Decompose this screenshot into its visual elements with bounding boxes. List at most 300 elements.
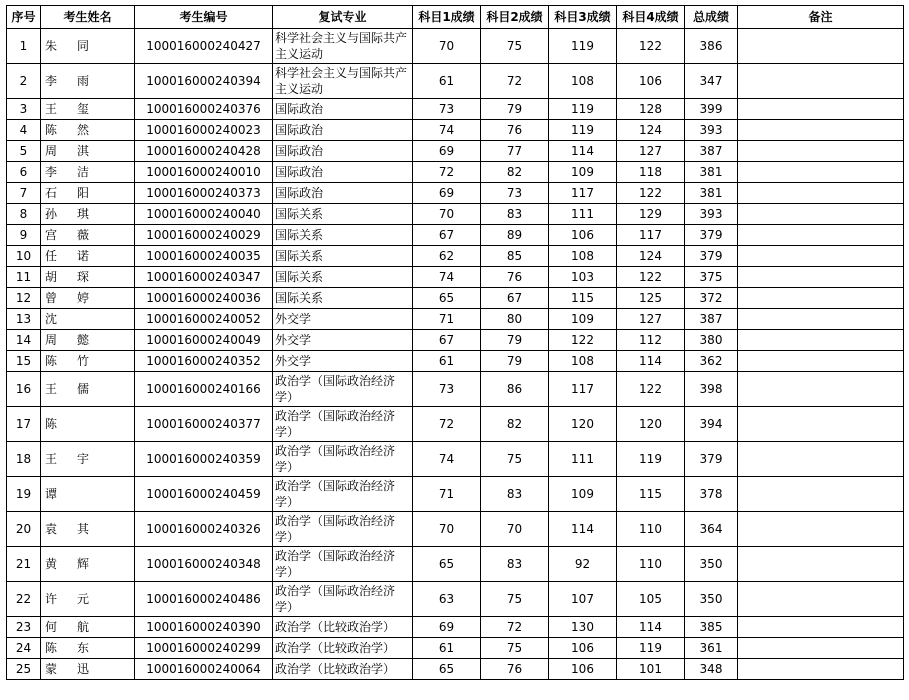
score-4: 105 [617,582,685,617]
candidate-id: 100016000240029 [135,225,273,246]
candidate-name [41,225,135,246]
score-1: 61 [413,64,481,99]
name-mask [57,102,67,117]
score-3: 119 [549,99,617,120]
name-given: 迅 [77,661,90,676]
name-mask [57,662,67,677]
name-mask [57,452,67,467]
candidate-id: 100016000240052 [135,309,273,330]
name-surname: 谭 [45,486,58,501]
name-surname: 孙 [45,206,58,221]
row-number: 19 [7,477,41,512]
name-given: 琛 [77,269,90,284]
name-given: 竹 [77,353,90,368]
name-given: 儒 [77,381,90,396]
score-4: 122 [617,183,685,204]
score-3: 119 [549,29,617,64]
candidate-name [41,351,135,372]
candidate-name [41,638,135,659]
score-3: 107 [549,582,617,617]
retest-major: 政治学（国际政治经济学） [273,407,413,442]
note [738,183,904,204]
name-given: 然 [77,122,90,137]
score-1: 73 [413,99,481,120]
name-mask [57,39,67,54]
score-1: 74 [413,442,481,477]
retest-major: 国际关系 [273,204,413,225]
score-4: 122 [617,372,685,407]
score-2: 79 [481,351,549,372]
row-number: 11 [7,267,41,288]
score-2: 76 [481,120,549,141]
score-3: 109 [549,162,617,183]
row-number: 22 [7,582,41,617]
total-score: 372 [685,288,738,309]
score-3: 111 [549,204,617,225]
candidate-id: 100016000240459 [135,477,273,512]
candidate-name [41,141,135,162]
note [738,141,904,162]
candidate-id: 100016000240347 [135,267,273,288]
score-4: 124 [617,120,685,141]
header-score2: 科目2成绩 [481,6,549,29]
score-1: 65 [413,288,481,309]
table-row [7,477,904,512]
retest-major: 政治学（比较政治学） [273,659,413,680]
candidate-id: 100016000240023 [135,120,273,141]
score-3: 117 [549,372,617,407]
name-mask [57,592,67,607]
score-3: 119 [549,120,617,141]
table-row [7,99,904,120]
table-row [7,267,904,288]
score-2: 86 [481,372,549,407]
row-number: 25 [7,659,41,680]
total-score: 361 [685,638,738,659]
name-mask [57,487,67,502]
score-3: 106 [549,225,617,246]
candidate-id: 100016000240359 [135,442,273,477]
row-number: 23 [7,617,41,638]
total-score: 399 [685,99,738,120]
note [738,638,904,659]
retest-major: 国际关系 [273,288,413,309]
score-2: 83 [481,477,549,512]
total-score: 387 [685,141,738,162]
score-4: 122 [617,29,685,64]
candidate-id: 100016000240428 [135,141,273,162]
candidate-name [41,372,135,407]
name-given: 懿 [77,332,90,347]
name-surname: 许 [45,591,58,606]
row-number: 21 [7,547,41,582]
candidate-id: 100016000240040 [135,204,273,225]
row-number: 2 [7,64,41,99]
score-1: 72 [413,162,481,183]
score-3: 122 [549,330,617,351]
name-given: 其 [77,521,90,536]
total-score: 375 [685,267,738,288]
score-1: 70 [413,204,481,225]
row-number: 10 [7,246,41,267]
name-surname: 蒙 [45,661,58,676]
note [738,99,904,120]
note [738,288,904,309]
name-mask [57,270,67,285]
total-score: 393 [685,120,738,141]
name-surname: 何 [45,619,58,634]
header-row [7,6,904,29]
candidate-id: 100016000240010 [135,162,273,183]
name-given: 玺 [77,101,90,116]
note [738,246,904,267]
candidate-id: 100016000240486 [135,582,273,617]
name-mask [57,207,67,222]
name-mask [57,291,67,306]
note [738,351,904,372]
total-score: 393 [685,204,738,225]
name-given: 宇 [77,451,90,466]
name-surname: 王 [45,451,58,466]
candidate-id: 100016000240166 [135,372,273,407]
row-number: 3 [7,99,41,120]
candidate-id: 100016000240376 [135,99,273,120]
name-surname: 王 [45,381,58,396]
name-surname: 曾 [45,290,58,305]
table-row [7,659,904,680]
header-total: 总成绩 [685,6,738,29]
candidate-name [41,407,135,442]
score-3: 108 [549,64,617,99]
retest-major: 政治学（国际政治经济学） [273,547,413,582]
score-4: 106 [617,64,685,99]
row-number: 20 [7,512,41,547]
score-2: 73 [481,183,549,204]
score-3: 109 [549,477,617,512]
score-2: 72 [481,617,549,638]
name-surname: 沈 [45,311,58,326]
score-3: 109 [549,309,617,330]
total-score: 381 [685,162,738,183]
retest-major: 科学社会主义与国际共产主义运动 [273,29,413,64]
note [738,372,904,407]
table-row [7,120,904,141]
name-mask [57,641,67,656]
score-3: 111 [549,442,617,477]
score-4: 129 [617,204,685,225]
score-4: 117 [617,225,685,246]
candidate-id: 100016000240377 [135,407,273,442]
header-score4: 科目4成绩 [617,6,685,29]
note [738,29,904,64]
candidate-name [41,330,135,351]
score-4: 127 [617,309,685,330]
score-2: 83 [481,547,549,582]
total-score: 379 [685,225,738,246]
score-4: 119 [617,442,685,477]
candidate-name [41,547,135,582]
table-row [7,225,904,246]
candidate-name [41,477,135,512]
score-2: 82 [481,407,549,442]
score-4: 110 [617,512,685,547]
retest-major: 政治学（国际政治经济学） [273,442,413,477]
name-surname: 胡 [45,269,58,284]
score-4: 120 [617,407,685,442]
candidate-id: 100016000240373 [135,183,273,204]
name-surname: 陈 [45,353,58,368]
score-2: 76 [481,267,549,288]
score-2: 67 [481,288,549,309]
retest-major: 政治学（比较政治学） [273,638,413,659]
table-row [7,162,904,183]
table-row [7,372,904,407]
score-4: 110 [617,547,685,582]
name-mask [57,522,67,537]
header-id: 考生编号 [135,6,273,29]
header-score3: 科目3成绩 [549,6,617,29]
total-score: 362 [685,351,738,372]
retest-major: 国际政治 [273,120,413,141]
retest-major: 国际政治 [273,99,413,120]
note [738,582,904,617]
candidate-id: 100016000240427 [135,29,273,64]
name-mask [57,123,67,138]
name-surname: 黄 [45,556,58,571]
note [738,407,904,442]
name-surname: 陈 [45,416,58,431]
candidate-id: 100016000240348 [135,547,273,582]
candidate-name [41,183,135,204]
name-mask [57,312,67,327]
name-surname: 任 [45,248,58,263]
name-given: 阳 [77,185,90,200]
row-number: 18 [7,442,41,477]
name-given: 航 [77,619,90,634]
candidate-id: 100016000240035 [135,246,273,267]
name-given: 元 [77,591,90,606]
table-row [7,29,904,64]
candidate-id: 100016000240049 [135,330,273,351]
score-2: 85 [481,246,549,267]
name-given: 诺 [77,248,90,263]
total-score: 347 [685,64,738,99]
row-number: 4 [7,120,41,141]
header-note: 备注 [738,6,904,29]
score-1: 74 [413,267,481,288]
score-2: 80 [481,309,549,330]
candidate-name [41,582,135,617]
retest-major: 政治学（国际政治经济学） [273,512,413,547]
score-4: 122 [617,267,685,288]
score-1: 65 [413,659,481,680]
name-surname: 李 [45,164,58,179]
score-1: 70 [413,29,481,64]
score-3: 114 [549,512,617,547]
score-1: 71 [413,477,481,512]
candidate-id: 100016000240352 [135,351,273,372]
candidate-name [41,659,135,680]
retest-major: 科学社会主义与国际共产主义运动 [273,64,413,99]
name-mask [57,620,67,635]
name-mask [57,354,67,369]
score-3: 106 [549,638,617,659]
row-number: 13 [7,309,41,330]
name-mask [57,228,67,243]
name-given: 婷 [77,290,90,305]
name-mask [57,417,67,432]
score-1: 73 [413,372,481,407]
candidate-id: 100016000240299 [135,638,273,659]
total-score: 386 [685,29,738,64]
score-3: 108 [549,351,617,372]
row-number: 24 [7,638,41,659]
table-row [7,141,904,162]
table-row [7,407,904,442]
row-number: 8 [7,204,41,225]
score-4: 127 [617,141,685,162]
total-score: 381 [685,183,738,204]
candidate-name [41,267,135,288]
row-number: 7 [7,183,41,204]
retest-major: 政治学（国际政治经济学） [273,582,413,617]
candidate-name [41,512,135,547]
name-surname: 袁 [45,521,58,536]
name-given: 淇 [77,143,90,158]
row-number: 16 [7,372,41,407]
score-1: 72 [413,407,481,442]
retest-major: 国际政治 [273,162,413,183]
candidate-name [41,309,135,330]
table-row [7,582,904,617]
total-score: 387 [685,309,738,330]
name-surname: 陈 [45,122,58,137]
score-1: 67 [413,330,481,351]
name-given: 洁 [77,164,90,179]
row-number: 12 [7,288,41,309]
name-surname: 李 [45,73,58,88]
total-score: 378 [685,477,738,512]
name-mask [57,186,67,201]
score-4: 112 [617,330,685,351]
retest-major: 政治学（比较政治学） [273,617,413,638]
candidate-name [41,204,135,225]
retest-major: 外交学 [273,330,413,351]
score-4: 119 [617,638,685,659]
score-1: 69 [413,617,481,638]
score-3: 120 [549,407,617,442]
score-1: 63 [413,582,481,617]
name-mask [57,144,67,159]
score-3: 103 [549,267,617,288]
name-surname: 周 [45,332,58,347]
candidate-name [41,617,135,638]
score-2: 75 [481,442,549,477]
name-given: 琪 [77,206,90,221]
name-mask [57,165,67,180]
score-4: 128 [617,99,685,120]
score-2: 79 [481,99,549,120]
name-given: 薇 [77,227,90,242]
retest-major: 外交学 [273,351,413,372]
retest-major: 国际关系 [273,246,413,267]
name-mask [57,557,67,572]
note [738,442,904,477]
retest-major: 外交学 [273,309,413,330]
candidate-id: 100016000240390 [135,617,273,638]
score-1: 61 [413,351,481,372]
score-1: 69 [413,141,481,162]
table-row [7,204,904,225]
table-row [7,442,904,477]
name-surname: 王 [45,101,58,116]
total-score: 350 [685,582,738,617]
total-score: 394 [685,407,738,442]
name-given: 雨 [77,73,90,88]
retest-major: 政治学（国际政治经济学） [273,477,413,512]
note [738,120,904,141]
candidate-name [41,288,135,309]
total-score: 379 [685,246,738,267]
score-2: 76 [481,659,549,680]
score-2: 83 [481,204,549,225]
score-1: 70 [413,512,481,547]
score-2: 70 [481,512,549,547]
note [738,64,904,99]
candidate-id: 100016000240326 [135,512,273,547]
score-4: 118 [617,162,685,183]
score-3: 115 [549,288,617,309]
note [738,225,904,246]
name-mask [57,382,67,397]
table-row [7,638,904,659]
score-1: 74 [413,120,481,141]
total-score: 364 [685,512,738,547]
candidate-name [41,64,135,99]
score-1: 62 [413,246,481,267]
note [738,659,904,680]
total-score: 379 [685,442,738,477]
note [738,477,904,512]
candidate-name [41,162,135,183]
score-3: 92 [549,547,617,582]
total-score: 398 [685,372,738,407]
header-score1: 科目1成绩 [413,6,481,29]
score-2: 75 [481,29,549,64]
header-major: 复试专业 [273,6,413,29]
total-score: 348 [685,659,738,680]
table-row [7,64,904,99]
row-number: 1 [7,29,41,64]
score-2: 75 [481,582,549,617]
candidate-id: 100016000240064 [135,659,273,680]
row-number: 9 [7,225,41,246]
score-2: 82 [481,162,549,183]
score-3: 117 [549,183,617,204]
score-3: 106 [549,659,617,680]
table-row [7,351,904,372]
table-row [7,183,904,204]
score-4: 114 [617,351,685,372]
table-row [7,246,904,267]
table-row [7,547,904,582]
candidate-name [41,442,135,477]
score-table [6,5,904,680]
retest-major: 国际政治 [273,183,413,204]
candidate-name [41,99,135,120]
table-row [7,309,904,330]
name-given: 辉 [77,556,90,571]
